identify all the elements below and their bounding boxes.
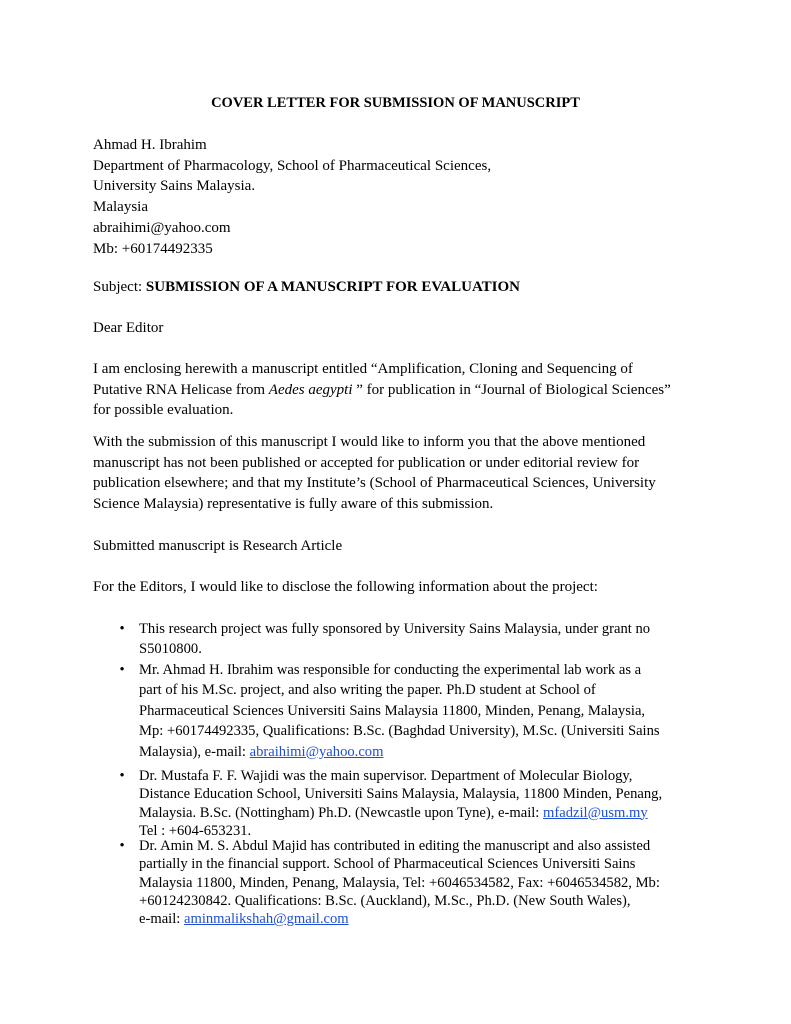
paragraph-line: publication elsewhere; and that my Institute’s (School of Pharmaceutical Sciences, University <box>93 475 656 492</box>
sender-name: Ahmad H. Ibrahim <box>93 137 207 153</box>
disclosure-intro-text: For the Editors, I would like to disclose the following information about the project: <box>93 579 598 595</box>
bullet-icon: • <box>119 838 125 854</box>
list-item-line: Malaysia), e-mail: <box>139 743 250 760</box>
article-type <box>93 536 713 557</box>
list-item-line: e-mail: <box>139 911 184 928</box>
list-item-line: This research project was fully sponsored by University Sains Malaysia, under grant no <box>139 621 651 637</box>
list-item-line: Tel : +604-653231. <box>139 822 252 839</box>
subject-label: Subject: <box>93 279 146 295</box>
bullet-icon: • <box>119 662 125 678</box>
paragraph-line: ” for publication in “Journal of Biological Sciences” <box>352 381 671 398</box>
sender-country: Malaysia <box>93 199 148 216</box>
email-link[interactable]: abraihimi@yahoo.com <box>249 743 384 760</box>
sender-email: abraihimi@yahoo.com <box>93 219 231 236</box>
article-type-text: Submitted manuscript is Research Article <box>93 538 343 554</box>
bullet-icon: • <box>119 621 125 637</box>
list-item-line: Pharmaceutical Sciences Universiti Sains Malaysia 11800, Minden, Penang, Malaysia, <box>139 702 646 719</box>
subject-text: SUBMISSION OF A MANUSCRIPT FOR EVALUATION <box>145 279 521 295</box>
list-item-line: Distance Education School, Universiti Sains Malaysia, Malaysia, 11800 Minden, Penang, <box>139 786 663 803</box>
paragraph-line: manuscript has not been published or accepted for publication or under editorial review for <box>93 454 640 471</box>
paragraph-submission-statement <box>93 432 713 515</box>
list-item-line: Mp: +60174492335, Qualifications: B.Sc. (Baghdad University), M.Sc. (Universiti Sains <box>139 723 660 740</box>
list-item-line: Malaysia 11800, Minden, Penang, Malaysia, Tel: +6046534582, Fax: +6046534582, Mb: <box>139 874 660 891</box>
paragraph-line: I am enclosing herewith a manuscript entitled “Amplification, Cloning and Sequencing of <box>93 361 633 377</box>
bullet-icon: • <box>119 768 125 784</box>
list-item-line: Malaysia. B.Sc. (Nottingham) Ph.D. (Newcastle upon Tyne), e-mail: <box>139 804 544 821</box>
list-item-line: part of his M.Sc. project, and also writing the paper. Ph.D student at School of <box>139 682 596 699</box>
sender-university: University Sains Malaysia. <box>93 178 256 195</box>
list-item-line: Dr. Mustafa F. F. Wajidi was the main supervisor. Department of Molecular Biology, <box>139 768 633 784</box>
paragraph-line: With the submission of this manuscript I would like to inform you that the above mentioned <box>93 434 646 450</box>
sender-address-block <box>93 135 713 259</box>
paragraph-line: for possible evaluation. <box>93 402 234 419</box>
email-link[interactable]: mfadzil@usm.my <box>543 804 648 821</box>
salutation-text: Dear Editor <box>93 320 164 336</box>
list-item-line: +60124230842. Qualifications: B.Sc. (Auckland), M.Sc., Ph.D. (New South Wales), <box>139 892 631 909</box>
species-name: Aedes aegypti <box>268 381 353 398</box>
list-item-line: Dr. Amin M. S. Abdul Majid has contributed in editing the manuscript and also assisted <box>139 838 651 854</box>
paragraph-line: Science Malaysia) representative is fully aware of this submission. <box>93 496 494 513</box>
subject-line <box>93 277 713 298</box>
sender-mobile: Mb: +60174492335 <box>93 240 213 257</box>
paragraph-line: Putative RNA Helicase from <box>93 381 269 398</box>
disclosure-intro <box>93 577 713 598</box>
document-title: COVER LETTER FOR SUBMISSION OF MANUSCRIPT <box>211 95 580 111</box>
sender-department: Department of Pharmacology, School of Pharmaceutical Sciences, <box>93 157 492 174</box>
paragraph-manuscript-intro <box>93 359 713 421</box>
salutation <box>93 318 713 339</box>
list-item-line: partially in the financial support. School of Pharmaceutical Sciences Universiti Sains <box>139 856 636 873</box>
email-link[interactable]: aminmalikshah@gmail.com <box>183 911 349 928</box>
list-item-line: S5010800. <box>139 641 202 658</box>
list-item-line: Mr. Ahmad H. Ibrahim was responsible for conducting the experimental lab work as a <box>139 662 642 678</box>
